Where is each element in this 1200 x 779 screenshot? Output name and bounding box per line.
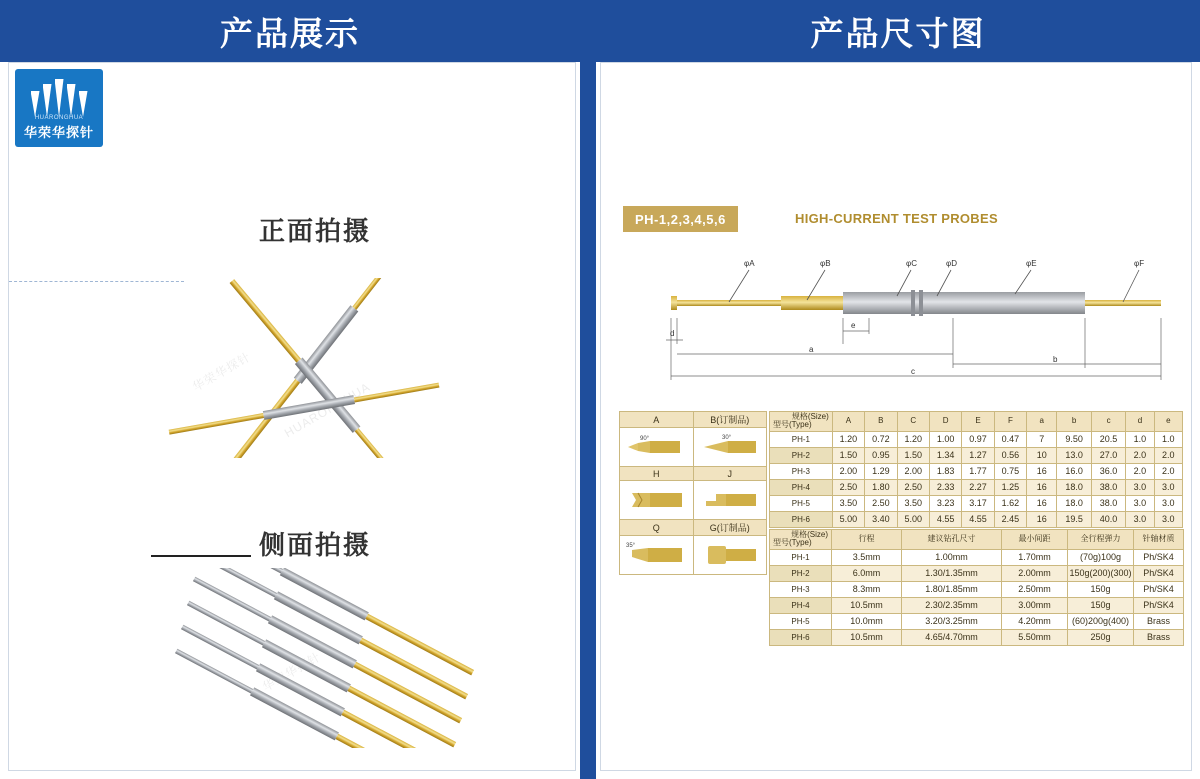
dim-cell: 2.00 [897, 463, 929, 479]
dim-cell: 18.0 [1057, 495, 1091, 511]
dim-col-c: C [897, 412, 929, 432]
dim-col-e: E [962, 412, 994, 432]
dim-col-b: B [865, 412, 897, 432]
dim-cell: 16 [1027, 511, 1057, 527]
dim-cell: 3.40 [865, 511, 897, 527]
table-row [770, 479, 1183, 495]
perf-cell: Ph/SK4 [1134, 581, 1184, 597]
perf-cell: Brass [1134, 613, 1184, 629]
perf-corner-type: 型号(Type) [773, 538, 812, 548]
dim-col-b-small: b [1057, 412, 1091, 432]
dim-cell: 3.50 [897, 495, 929, 511]
perf-cell: 3.00mm [1002, 597, 1068, 613]
dim-cell: 38.0 [1091, 495, 1125, 511]
product-display-panel [0, 0, 580, 779]
dim-cell: 0.75 [994, 463, 1026, 479]
perf-cell: 10.0mm [832, 613, 902, 629]
dim-cell: 2.33 [929, 479, 961, 495]
tip-label-q: Q [620, 520, 694, 536]
perf-cell: 5.50mm [1002, 629, 1068, 645]
perf-cell: 2.00mm [1002, 565, 1068, 581]
perf-cell: 150g(200)(300) [1068, 565, 1134, 581]
drawing-title: HIGH-CURRENT TEST PROBES [795, 211, 998, 226]
perf-cell: 4.65/4.70mm [902, 629, 1002, 645]
table-row [770, 597, 1184, 613]
dim-cell: 1.83 [929, 463, 961, 479]
perf-cell: 10.5mm [832, 629, 902, 645]
dim-cell: 16 [1027, 479, 1057, 495]
dim-cell: 0.47 [994, 431, 1026, 447]
perf-cell: (60)200g(400) [1068, 613, 1134, 629]
tip-shape-h-icon [620, 481, 694, 520]
perf-row-type: PH-2 [770, 565, 832, 581]
dim-cell: 1.34 [929, 447, 961, 463]
table-row [770, 447, 1183, 463]
divider-solid-middle [151, 555, 251, 557]
dim-cell: 2.0 [1126, 447, 1154, 463]
dim-cell: 16.0 [1057, 463, 1091, 479]
dim-cell: 1.00 [929, 431, 961, 447]
dim-cell: 3.0 [1154, 495, 1182, 511]
dim-cell: 2.0 [1154, 447, 1182, 463]
perf-cell: 10.5mm [832, 597, 902, 613]
dim-cell: 3.0 [1154, 511, 1182, 527]
tip-shape-q-icon [620, 536, 694, 575]
dim-cell: 1.50 [832, 447, 864, 463]
table-row [770, 511, 1183, 527]
product-photo-side-view [139, 568, 489, 748]
dim-row-type: PH-1 [770, 431, 833, 447]
callout-d: d [670, 329, 675, 338]
dim-cell: 16 [1027, 495, 1057, 511]
dim-cell: 3.0 [1126, 479, 1154, 495]
dim-cell: 3.17 [962, 495, 994, 511]
crown-mark-logo-icon [15, 73, 103, 117]
perf-col-material: 针轴材质 [1134, 530, 1184, 550]
dim-table-corner [770, 412, 833, 432]
dim-cell: 2.0 [1154, 463, 1182, 479]
dim-col-d: D [929, 412, 961, 432]
product-dimension-header [596, 0, 1200, 62]
logo-sub-text: HUARONGHUA [34, 115, 84, 121]
perf-cell: 1.30/1.35mm [902, 565, 1002, 581]
callout-phi-d: φD [946, 259, 957, 268]
dim-cell: 5.00 [897, 511, 929, 527]
product-photo-front-view [159, 278, 459, 458]
dim-col-a-small: a [1027, 412, 1057, 432]
table-row [770, 613, 1184, 629]
dim-cell: 2.50 [897, 479, 929, 495]
dim-cell: 1.27 [962, 447, 994, 463]
watermark-2: HUARONGHUA [281, 379, 373, 441]
dim-cell: 4.55 [962, 511, 994, 527]
brand-logo [15, 69, 103, 147]
callout-phi-e: φE [1026, 259, 1037, 268]
tip-shape-a-icon [620, 428, 694, 467]
perf-cell: (70g)100g [1068, 549, 1134, 565]
table-row [770, 549, 1184, 565]
dim-cell: 20.5 [1091, 431, 1125, 447]
perf-table-corner [770, 530, 832, 550]
dim-cell: 2.0 [1126, 463, 1154, 479]
dim-cell: 2.00 [832, 463, 864, 479]
dim-cell: 0.72 [865, 431, 897, 447]
dim-cell: 1.50 [897, 447, 929, 463]
perf-cell: 2.50mm [1002, 581, 1068, 597]
table-row [770, 495, 1183, 511]
page-title-left: 产品展示 [220, 14, 360, 52]
perf-cell: 3.20/3.25mm [902, 613, 1002, 629]
dim-cell: 1.29 [865, 463, 897, 479]
perf-col-pitch: 最小间距 [1002, 530, 1068, 550]
perf-cell: Brass [1134, 629, 1184, 645]
product-display-header [0, 0, 580, 62]
callout-e: e [851, 321, 856, 330]
callout-phi-f: φF [1134, 259, 1145, 268]
dim-cell: 0.56 [994, 447, 1026, 463]
dim-cell: 2.50 [865, 495, 897, 511]
dim-cell: 38.0 [1091, 479, 1125, 495]
dim-cell: 1.20 [832, 431, 864, 447]
svg-text:90°: 90° [640, 436, 650, 442]
callout-b: b [1053, 355, 1058, 364]
dim-cell: 3.0 [1154, 479, 1182, 495]
tip-label-b: B(订制品) [693, 412, 767, 428]
callout-c: c [911, 367, 915, 376]
dim-corner-size: 规格(Size) [791, 412, 829, 421]
perf-cell: 3.5mm [832, 549, 902, 565]
watermark-1: 华荣华探针 [190, 349, 254, 395]
dim-row-type: PH-6 [770, 511, 833, 527]
perf-cell: 1.80/1.85mm [902, 581, 1002, 597]
perf-cell: 150g [1068, 597, 1134, 613]
caption-front-view: 正面拍摄 [259, 216, 372, 246]
perf-col-force: 全行程弹力 [1068, 530, 1134, 550]
dimension-spec-table [769, 411, 1183, 528]
perf-cell: 8.3mm [832, 581, 902, 597]
dim-cell: 10 [1027, 447, 1057, 463]
dim-col-e-small: e [1154, 412, 1182, 432]
dim-cell: 0.95 [865, 447, 897, 463]
tip-shape-g-icon [693, 536, 767, 575]
dim-row-type: PH-3 [770, 463, 833, 479]
table-row [770, 629, 1184, 645]
dim-cell: 3.23 [929, 495, 961, 511]
callout-phi-b: φB [820, 259, 831, 268]
dim-cell: 1.80 [865, 479, 897, 495]
svg-text:35°: 35° [626, 543, 636, 549]
perf-cell: 250g [1068, 629, 1134, 645]
product-dimension-panel [596, 0, 1200, 779]
callout-phi-a: φA [744, 259, 755, 268]
perf-cell: Ph/SK4 [1134, 565, 1184, 581]
divider-dashed-top [9, 281, 184, 282]
table-row [770, 463, 1183, 479]
caption-side-view: 侧面拍摄 [259, 530, 372, 560]
performance-spec-table [769, 529, 1184, 646]
tip-label-a: A [620, 412, 694, 428]
dim-cell: 1.25 [994, 479, 1026, 495]
dim-cell: 1.77 [962, 463, 994, 479]
perf-row-type: PH-4 [770, 597, 832, 613]
dim-cell: 4.55 [929, 511, 961, 527]
dim-cell: 27.0 [1091, 447, 1125, 463]
dim-cell: 19.5 [1057, 511, 1091, 527]
dim-col-f: F [994, 412, 1026, 432]
dim-cell: 40.0 [1091, 511, 1125, 527]
dim-cell: 9.50 [1057, 431, 1091, 447]
dim-cell: 3.0 [1126, 511, 1154, 527]
tip-label-h: H [620, 467, 694, 481]
dim-cell: 16 [1027, 463, 1057, 479]
tip-shape-table [619, 411, 767, 575]
dim-col-d-small: d [1126, 412, 1154, 432]
table-row [770, 431, 1183, 447]
perf-cell: 2.30/2.35mm [902, 597, 1002, 613]
logo-brand-name: 华荣华探针 [23, 125, 94, 140]
table-row [770, 565, 1184, 581]
dim-cell: 1.62 [994, 495, 1026, 511]
dim-cell: 3.50 [832, 495, 864, 511]
dim-row-type: PH-4 [770, 479, 833, 495]
tip-label-g: G(订制品) [693, 520, 767, 536]
dim-corner-type: 型号(Type) [773, 420, 812, 430]
tip-shape-j-icon [693, 481, 767, 520]
svg-text:30°: 30° [721, 435, 731, 441]
dim-row-type: PH-5 [770, 495, 833, 511]
dim-cell: 1.0 [1154, 431, 1182, 447]
dim-cell: 2.45 [994, 511, 1026, 527]
table-row [770, 581, 1184, 597]
dim-cell: 2.50 [832, 479, 864, 495]
dim-cell: 7 [1027, 431, 1057, 447]
perf-row-type: PH-5 [770, 613, 832, 629]
perf-cell: 1.70mm [1002, 549, 1068, 565]
perf-cell: 4.20mm [1002, 613, 1068, 629]
perf-cell: 1.00mm [902, 549, 1002, 565]
dim-cell: 5.00 [832, 511, 864, 527]
callout-phi-c: φC [906, 259, 917, 268]
dim-row-type: PH-2 [770, 447, 833, 463]
perf-col-drill: 建议钻孔尺寸 [902, 530, 1002, 550]
dim-cell: 13.0 [1057, 447, 1091, 463]
perf-corner-size: 规格(Size) [791, 530, 828, 539]
perf-row-type: PH-3 [770, 581, 832, 597]
dim-col-c-small: c [1091, 412, 1125, 432]
dim-cell: 0.97 [962, 431, 994, 447]
tip-label-j: J [693, 467, 767, 481]
perf-cell: 6.0mm [832, 565, 902, 581]
perf-cell: Ph/SK4 [1134, 549, 1184, 565]
product-dimension-body [600, 62, 1192, 771]
probe-technical-drawing [611, 228, 1181, 408]
dim-cell: 1.20 [897, 431, 929, 447]
dim-cell: 1.0 [1126, 431, 1154, 447]
watermark-3: 华荣华探针 [260, 649, 324, 695]
product-display-body [8, 62, 576, 771]
callout-a: a [809, 345, 814, 354]
perf-col-stroke: 行程 [832, 530, 902, 550]
perf-row-type: PH-1 [770, 549, 832, 565]
perf-cell: 150g [1068, 581, 1134, 597]
dim-cell: 18.0 [1057, 479, 1091, 495]
tip-shape-b-icon [693, 428, 767, 467]
perf-cell: Ph/SK4 [1134, 597, 1184, 613]
page-title-right: 产品尺寸图 [810, 14, 986, 52]
model-label-badge: PH-1,2,3,4,5,6 [623, 206, 738, 232]
dim-cell: 3.0 [1126, 495, 1154, 511]
dim-cell: 36.0 [1091, 463, 1125, 479]
dim-cell: 2.27 [962, 479, 994, 495]
dim-col-a: A [832, 412, 864, 432]
perf-row-type: PH-6 [770, 629, 832, 645]
